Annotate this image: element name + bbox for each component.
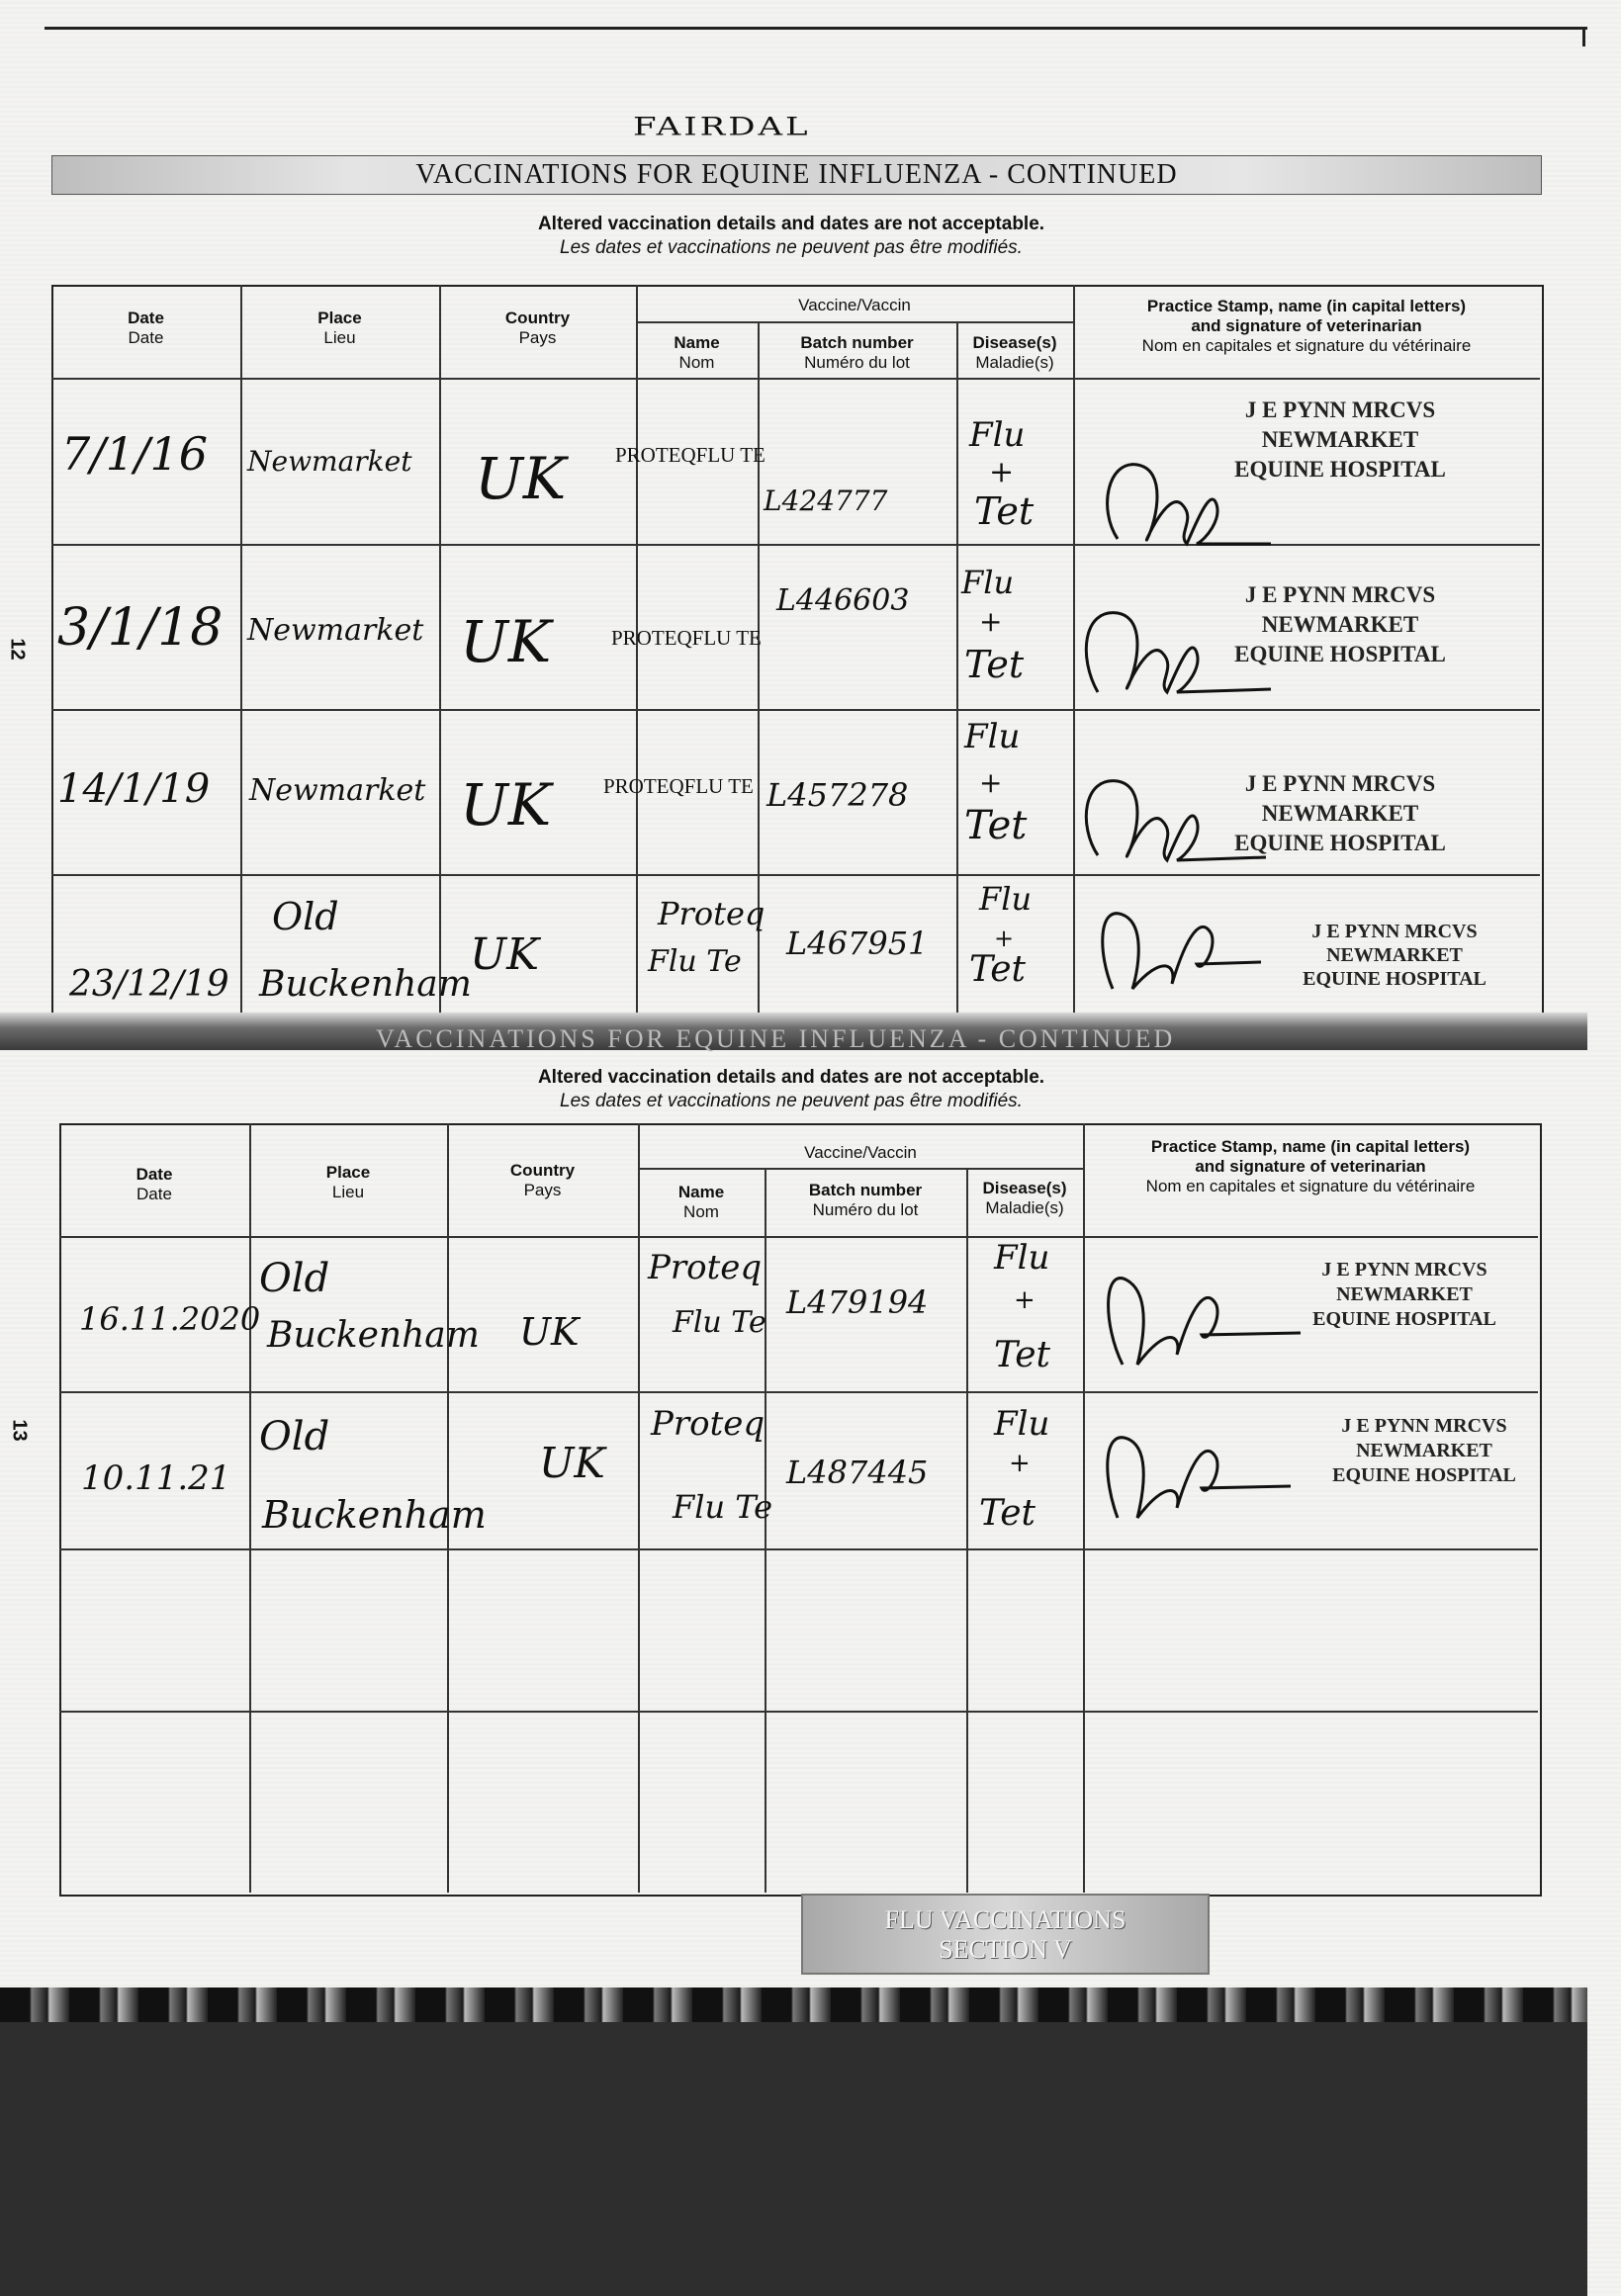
header-batch-13: Batch number Numéro du lot	[808, 1181, 923, 1219]
header-batch: Batch number Numéro du lot	[800, 333, 914, 372]
row2-vet-signature	[1063, 598, 1281, 707]
row3-vaccine-name: PROTEQFLU TE	[603, 774, 754, 798]
row2-disease-flu: Flu	[961, 564, 1015, 601]
page-number-12: 12	[6, 638, 29, 661]
p13-row1-disease-flu: Flu	[994, 1238, 1050, 1278]
row1-practice-stamp: J E PYNN MRCVS NEWMARKET EQUINE HOSPITAL	[1234, 397, 1446, 482]
p13-row1-disease-plus: +	[1014, 1285, 1036, 1315]
header-place: Place Lieu	[317, 309, 362, 347]
row3-vet-signature	[1063, 766, 1281, 875]
p13-row1-disease-tet: Tet	[994, 1335, 1050, 1375]
row4-vet-signature	[1083, 895, 1281, 1004]
header-vaccine-13: Vaccine/Vaccin	[804, 1143, 917, 1162]
p13-row2-vaccine-name-line1: Proteq	[651, 1404, 765, 1444]
row2-country: UK	[460, 608, 552, 675]
p13-row1-date: 16.11.2020	[79, 1300, 261, 1338]
top-rule-corner	[1582, 27, 1585, 46]
p13-row1-place-line1: Old	[259, 1256, 330, 1301]
row1-batch: L424777	[764, 485, 888, 517]
row4-country: UK	[470, 929, 539, 980]
p13-row2-disease-flu: Flu	[994, 1404, 1050, 1444]
header-vaccine: Vaccine/Vaccin	[798, 296, 911, 314]
row4-date: 23/12/19	[69, 964, 229, 1005]
row4-place-line2: Buckenham	[259, 964, 472, 1005]
row1-disease-flu: Flu	[969, 415, 1026, 455]
section-badge: FLU VACCINATIONS SECTION V	[801, 1894, 1210, 1975]
row1-disease-plus: +	[989, 455, 1015, 489]
row4-vaccine-name-line1: Proteq	[658, 895, 765, 932]
row3-disease-flu: Flu	[964, 717, 1021, 756]
row4-batch: L467951	[786, 925, 929, 962]
notice-en: Altered vaccination details and dates are not acceptable.	[537, 214, 1045, 234]
p13-row2-vet-signature	[1088, 1419, 1306, 1538]
header-name-13: Name Nom	[677, 1183, 725, 1221]
p13-row1-vaccine-name-line2: Flu Te	[673, 1305, 766, 1340]
handwritten-horse-name: FAIRDAL	[633, 112, 811, 141]
row2-batch: L446603	[776, 583, 910, 618]
p13-row2-batch: L487445	[786, 1454, 929, 1491]
row2-disease-tet: Tet	[964, 643, 1025, 686]
row3-date: 14/1/19	[57, 766, 211, 812]
p13-row2-disease-tet: Tet	[979, 1493, 1036, 1534]
header-practice-stamp-13: Practice Stamp, name (in capital letters) and signature of veterinarian Nom en capitales et signature du vétérinaire	[1145, 1137, 1476, 1195]
row2-date: 3/1/18	[57, 598, 224, 658]
p13-row1-vet-signature	[1088, 1256, 1306, 1384]
header-place-13: Place Lieu	[325, 1163, 371, 1201]
row4-disease-flu: Flu	[979, 880, 1033, 918]
p13-row1-vaccine-name-line1: Proteq	[648, 1248, 763, 1287]
notice-page12	[445, 213, 1137, 260]
top-rule	[45, 27, 1587, 30]
p13-row2-place-line1: Old	[259, 1414, 330, 1459]
row2-disease-plus: +	[979, 605, 1003, 638]
header-name: Name Nom	[674, 333, 720, 372]
row1-date: 7/1/16	[61, 427, 209, 481]
p13-row2-date: 10.11.21	[81, 1458, 231, 1498]
p13-row2-vaccine-name-line2: Flu Te	[673, 1488, 773, 1526]
p13-row2-place-line2: Buckenham	[262, 1493, 487, 1537]
row3-batch: L457278	[766, 776, 909, 814]
scan-dark-margin	[0, 2022, 1587, 2296]
row3-practice-stamp: J E PYNN MRCVS NEWMARKET EQUINE HOSPITAL	[1234, 771, 1446, 855]
faded-section-title: VACCINATIONS FOR EQUINE INFLUENZA - CONTINUED	[376, 1024, 1176, 1053]
p13-row1-place-line2: Buckenham	[267, 1315, 480, 1356]
header-disease-13: Disease(s) Maladie(s)	[982, 1179, 1067, 1217]
p13-row1-country: UK	[519, 1310, 580, 1354]
page-number-13: 13	[8, 1419, 31, 1442]
row1-country: UK	[475, 445, 567, 512]
section-title-banner: VACCINATIONS FOR EQUINE INFLUENZA - CONTINUED	[51, 155, 1542, 195]
row4-disease-plus: +	[994, 925, 1015, 952]
row3-disease-tet: Tet	[964, 803, 1028, 848]
p13-row1-batch: L479194	[786, 1283, 929, 1321]
p13-row2-practice-stamp: J E PYNN MRCVS NEWMARKET EQUINE HOSPITAL	[1332, 1415, 1516, 1486]
notice-fr-13: Les dates et vaccinations ne peuvent pas être modifiés.	[560, 1091, 1023, 1111]
notice-page13	[445, 1066, 1137, 1113]
row3-disease-plus: +	[979, 766, 1003, 799]
row4-place-line1: Old	[272, 895, 339, 938]
row1-vet-signature	[1088, 450, 1286, 559]
p13-row2-country: UK	[539, 1439, 605, 1487]
row4-practice-stamp: J E PYNN MRCVS NEWMARKET EQUINE HOSPITAL	[1303, 921, 1486, 990]
row2-vaccine-name: PROTEQFLU TE	[611, 626, 762, 650]
header-date: Date Date	[128, 309, 164, 347]
row1-disease-tet: Tet	[974, 489, 1035, 533]
row3-place: Newmarket	[249, 773, 426, 808]
row1-vaccine-name: PROTEQFLU TE	[615, 443, 765, 467]
row3-country: UK	[460, 771, 552, 839]
row4-vaccine-name-line2: Flu Te	[648, 944, 742, 979]
notice-en-13: Altered vaccination details and dates are not acceptable.	[537, 1067, 1045, 1088]
row2-place: Newmarket	[247, 613, 424, 648]
row4-disease-tet: Tet	[969, 949, 1026, 990]
p13-row2-disease-plus: +	[1009, 1449, 1031, 1478]
notice-fr: Les dates et vaccinations ne peuvent pas être modifiés.	[560, 237, 1023, 258]
header-practice-stamp: Practice Stamp, name (in capital letters) and signature of veterinarian Nom en capitales et signature du vétérinaire	[1141, 297, 1472, 355]
header-country-13: Country Pays	[509, 1161, 576, 1199]
header-date-13: Date Date	[135, 1165, 173, 1203]
row1-place: Newmarket	[247, 445, 412, 478]
row2-practice-stamp: J E PYNN MRCVS NEWMARKET EQUINE HOSPITAL	[1234, 582, 1446, 666]
header-country: Country Pays	[504, 309, 571, 347]
p13-row1-practice-stamp: J E PYNN MRCVS NEWMARKET EQUINE HOSPITAL	[1312, 1259, 1496, 1330]
header-disease: Disease(s) Maladie(s)	[972, 333, 1057, 372]
